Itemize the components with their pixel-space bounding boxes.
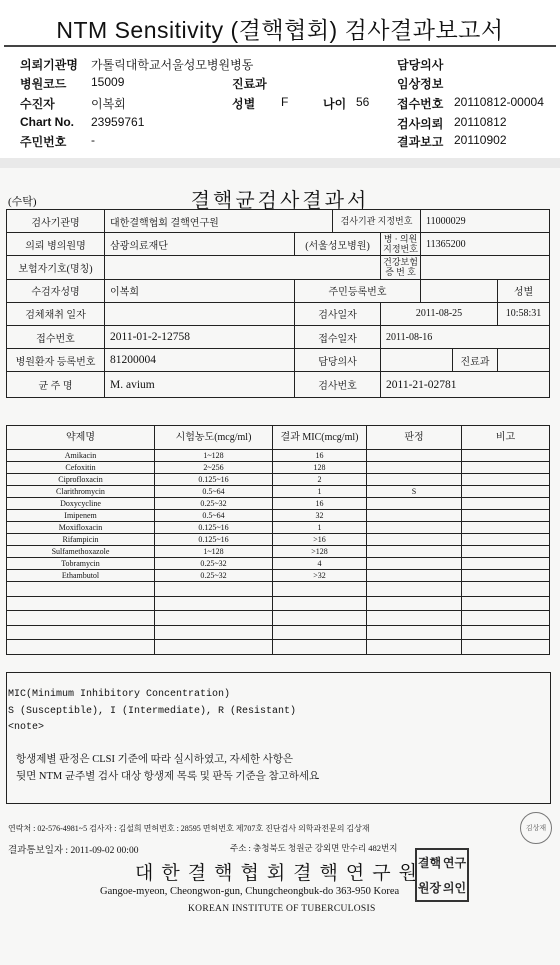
test-range: 0.125~16 xyxy=(155,474,273,486)
seal-char: 원장 xyxy=(417,881,442,895)
table-row xyxy=(7,558,550,570)
col-note-header: 비고 xyxy=(462,426,550,450)
remark xyxy=(462,486,550,498)
verdict xyxy=(367,558,462,570)
footer-address: 주소 : 충청북도 청원군 강외면 만수리 482번지 xyxy=(230,843,398,853)
remark xyxy=(462,546,550,558)
form-label-collection-date: 검체채취 일자 xyxy=(7,302,105,325)
form-value-receipt-date: 2011-08-16 xyxy=(381,325,550,348)
seal-char: 결핵 xyxy=(417,856,442,870)
remark xyxy=(462,534,550,546)
test-range: 0.125~16 xyxy=(155,534,273,546)
verdict xyxy=(367,474,462,486)
mic-result: >32 xyxy=(273,570,367,582)
table-row xyxy=(7,486,550,498)
remark xyxy=(462,462,550,474)
remark xyxy=(462,450,550,462)
form-value-health-cert xyxy=(421,256,550,279)
form-value-requesting-hospital-sub: (서울성모병원) xyxy=(295,233,381,256)
label-resident-no: 주민번호 xyxy=(20,135,67,149)
label-chart-no: Chart No. xyxy=(20,115,74,129)
mic-result: 4 xyxy=(273,558,367,570)
form-label-resident-no: 주민등록번호 xyxy=(295,279,421,302)
institute-english-address: Gangoe-myeon, Cheongwon-gun, Chungcheongbuk-do 363-950 Korea xyxy=(100,886,400,897)
form-value-exam-org-no: 11000029 xyxy=(421,210,550,233)
form-label-hospital-no: 병 · 의원 지정번호 xyxy=(381,233,421,256)
form-label-sex: 성별 xyxy=(498,279,550,302)
drug-name: Imipenem xyxy=(7,510,155,522)
form-label-doctor: 담당의사 xyxy=(295,349,381,372)
label-requesting-institution: 의뢰기관명 xyxy=(20,58,78,72)
form-label-health-cert: 건강보험 증 번 호 xyxy=(381,256,421,279)
round-seal-icon xyxy=(520,812,552,844)
verdict xyxy=(367,510,462,522)
value-resident-no: - xyxy=(91,133,95,147)
test-range: 0.125~16 xyxy=(155,522,273,534)
value-patient: 이복회 xyxy=(91,97,126,111)
mic-result: 1 xyxy=(273,522,367,534)
table-row xyxy=(7,510,550,522)
label-age: 나이 xyxy=(323,97,347,111)
label-doctor: 담당의사 xyxy=(397,58,444,72)
table-row xyxy=(7,534,550,546)
form-label-receipt-no: 접수번호 xyxy=(7,325,105,348)
value-hospital-code: 15009 xyxy=(91,75,125,89)
institute-english-name: KOREAN INSTITUTE OF TUBERCULOSIS xyxy=(188,904,376,914)
verdict xyxy=(367,570,462,582)
mic-result: >16 xyxy=(273,534,367,546)
form-label-requesting-hospital: 의뢰 병의원명 xyxy=(7,233,105,256)
empty-row xyxy=(7,640,550,655)
remark xyxy=(462,474,550,486)
remark xyxy=(462,522,550,534)
drug-name: Rifampicin xyxy=(7,534,155,546)
table-row xyxy=(7,474,550,486)
test-range: 0.25~32 xyxy=(155,498,273,510)
form-label-hospital-reg-no: 병원환자 등록번호 xyxy=(7,349,105,372)
drug-name: Doxycycline xyxy=(7,498,155,510)
remark xyxy=(462,498,550,510)
form-value-insurer xyxy=(105,256,381,279)
form-label-exam-org-no: 검사기관 지정번호 xyxy=(333,210,421,233)
label-sex: 성별 xyxy=(232,97,256,111)
note-sir-legend: S (Susceptible), I (Intermediate), R (Resistant) xyxy=(8,706,297,717)
remark xyxy=(462,558,550,570)
value-report-date: 20110902 xyxy=(454,133,507,147)
mic-result: 16 xyxy=(273,450,367,462)
seal-char: 연구 xyxy=(442,856,467,870)
note-mic-definition: MIC(Minimum Inhibitory Concentration) xyxy=(8,689,231,700)
note-clsi-line: 항생제별 판정은 CLSI 기준에 따라 실시하였고, 자세한 사항은 xyxy=(16,754,294,765)
table-row xyxy=(7,498,550,510)
verdict xyxy=(367,462,462,474)
form-label-test-date: 검사일자 xyxy=(295,302,381,325)
receipt-mark: (수탁) xyxy=(8,196,37,208)
label-clinical-info: 임상정보 xyxy=(397,77,444,91)
label-accession-no: 접수번호 xyxy=(397,97,444,111)
value-requesting-institution: 가톨릭대학교서울성모병원병동 xyxy=(91,58,254,72)
note-heading: <note> xyxy=(8,722,45,733)
drug-name: Cefoxitin xyxy=(7,462,155,474)
col-conc-header: 시험농도(mcg/ml) xyxy=(155,426,273,450)
round-seal-text: 김상재 xyxy=(525,825,547,832)
verdict xyxy=(367,522,462,534)
form-label-patient: 수검자성명 xyxy=(7,279,105,302)
form-label-department: 진료과 xyxy=(453,349,498,372)
verdict xyxy=(367,546,462,558)
form-value-receipt-no: 2011-01-2-12758 xyxy=(105,325,295,348)
footer-notify-date: 결과통보일자 : 2011-09-02 00:00 xyxy=(8,846,139,856)
form-value-collection-date xyxy=(105,302,295,325)
empty-row xyxy=(7,611,550,626)
form-value-test-date: 2011-08-25 xyxy=(381,302,498,325)
seal-char: 의인 xyxy=(442,881,467,895)
remark xyxy=(462,510,550,522)
form-value-species: M. avium xyxy=(105,372,295,398)
test-range: 1~128 xyxy=(155,450,273,462)
drug-name: Tobramycin xyxy=(7,558,155,570)
mic-result: 32 xyxy=(273,510,367,522)
table-row xyxy=(7,570,550,582)
verdict: S xyxy=(367,486,462,498)
footer-contact-line: 연락처 : 02-576-4981~5 검사자 : 김설희 면허번호 : 28595 면허번호 제707호 진단검사 의학과전문의 김상재 xyxy=(8,824,370,833)
value-sex: F xyxy=(281,95,289,109)
verdict xyxy=(367,534,462,546)
form-value-exam-no: 2011-21-02781 xyxy=(381,372,550,398)
col-verdict-header: 판정 xyxy=(367,426,462,450)
form-label-species: 균 주 명 xyxy=(7,372,105,398)
drug-name: Clarithromycin xyxy=(7,486,155,498)
verdict xyxy=(367,450,462,462)
label-patient: 수진자 xyxy=(20,97,55,111)
form-value-requesting-hospital: 삼광의료재단 xyxy=(105,233,295,256)
remark xyxy=(462,570,550,582)
empty-row xyxy=(7,596,550,611)
form-label-receipt-date: 접수일자 xyxy=(295,325,381,348)
mic-result: 16 xyxy=(273,498,367,510)
drug-name: Ethambutol xyxy=(7,570,155,582)
official-seal-icon xyxy=(415,848,469,902)
drug-name: Moxifloxacin xyxy=(7,522,155,534)
value-chart-no: 23959761 xyxy=(91,115,145,129)
drug-name: Ciprofloxacin xyxy=(7,474,155,486)
form-label-exam-org: 검사기관명 xyxy=(7,210,105,233)
form-label-insurer: 보험자기호(명칭) xyxy=(7,256,105,279)
test-range: 1~128 xyxy=(155,546,273,558)
mic-result: 2 xyxy=(273,474,367,486)
table-row xyxy=(7,522,550,534)
form-value-test-time: 10:58:31 xyxy=(498,302,550,325)
drug-name: Sulfamethoxazole xyxy=(7,546,155,558)
value-age: 56 xyxy=(356,95,370,109)
test-range: 0.5~64 xyxy=(155,510,273,522)
test-range: 0.25~32 xyxy=(155,570,273,582)
form-value-hospital-reg-no: 81200004 xyxy=(105,349,295,372)
report-title: 결핵균검사결과서 xyxy=(190,190,370,212)
form-value-department xyxy=(498,349,550,372)
table-header-row xyxy=(7,426,550,450)
col-mic-header: 결과 MIC(mcg/ml) xyxy=(273,426,367,450)
form-value-hospital-no: 11365200 xyxy=(421,233,550,256)
label-department: 진료과 xyxy=(232,77,267,91)
patient-info-form xyxy=(6,209,550,398)
test-range: 2~256 xyxy=(155,462,273,474)
empty-row xyxy=(7,582,550,597)
institute-name: 대한결핵협회결핵연구원 xyxy=(135,863,425,884)
mic-result: >128 xyxy=(273,546,367,558)
table-row xyxy=(7,462,550,474)
table-row xyxy=(7,546,550,558)
note-reference-line: 뒷면 NTM 균주별 검사 대상 항생제 목록 및 판독 기준을 참고하세요 xyxy=(16,771,320,782)
susceptibility-table xyxy=(6,425,550,655)
drug-name: Amikacin xyxy=(7,450,155,462)
verdict xyxy=(367,498,462,510)
form-value-patient: 이복희 xyxy=(105,279,295,302)
table-row xyxy=(7,450,550,462)
label-request-date: 검사의뢰 xyxy=(397,117,444,131)
col-drug-header: 약제명 xyxy=(7,426,155,450)
mic-result: 1 xyxy=(273,486,367,498)
test-range: 0.25~32 xyxy=(155,558,273,570)
form-label-exam-no: 검사번호 xyxy=(295,372,381,398)
form-value-exam-org: 대한결핵협회 결핵연구원 xyxy=(105,210,333,233)
empty-row xyxy=(7,625,550,640)
value-request-date: 20110812 xyxy=(454,115,507,129)
label-hospital-code: 병원코드 xyxy=(20,77,67,91)
form-value-resident-no xyxy=(421,279,498,302)
form-value-doctor xyxy=(381,349,453,372)
test-range: 0.5~64 xyxy=(155,486,273,498)
label-report-date: 결과보고 xyxy=(397,135,444,149)
mic-result: 128 xyxy=(273,462,367,474)
value-accession-no: 20110812-00004 xyxy=(454,95,544,109)
header-divider xyxy=(4,45,556,47)
report-main-title: NTM Sensitivity (결핵협회) 검사결과보고서 xyxy=(56,17,504,43)
